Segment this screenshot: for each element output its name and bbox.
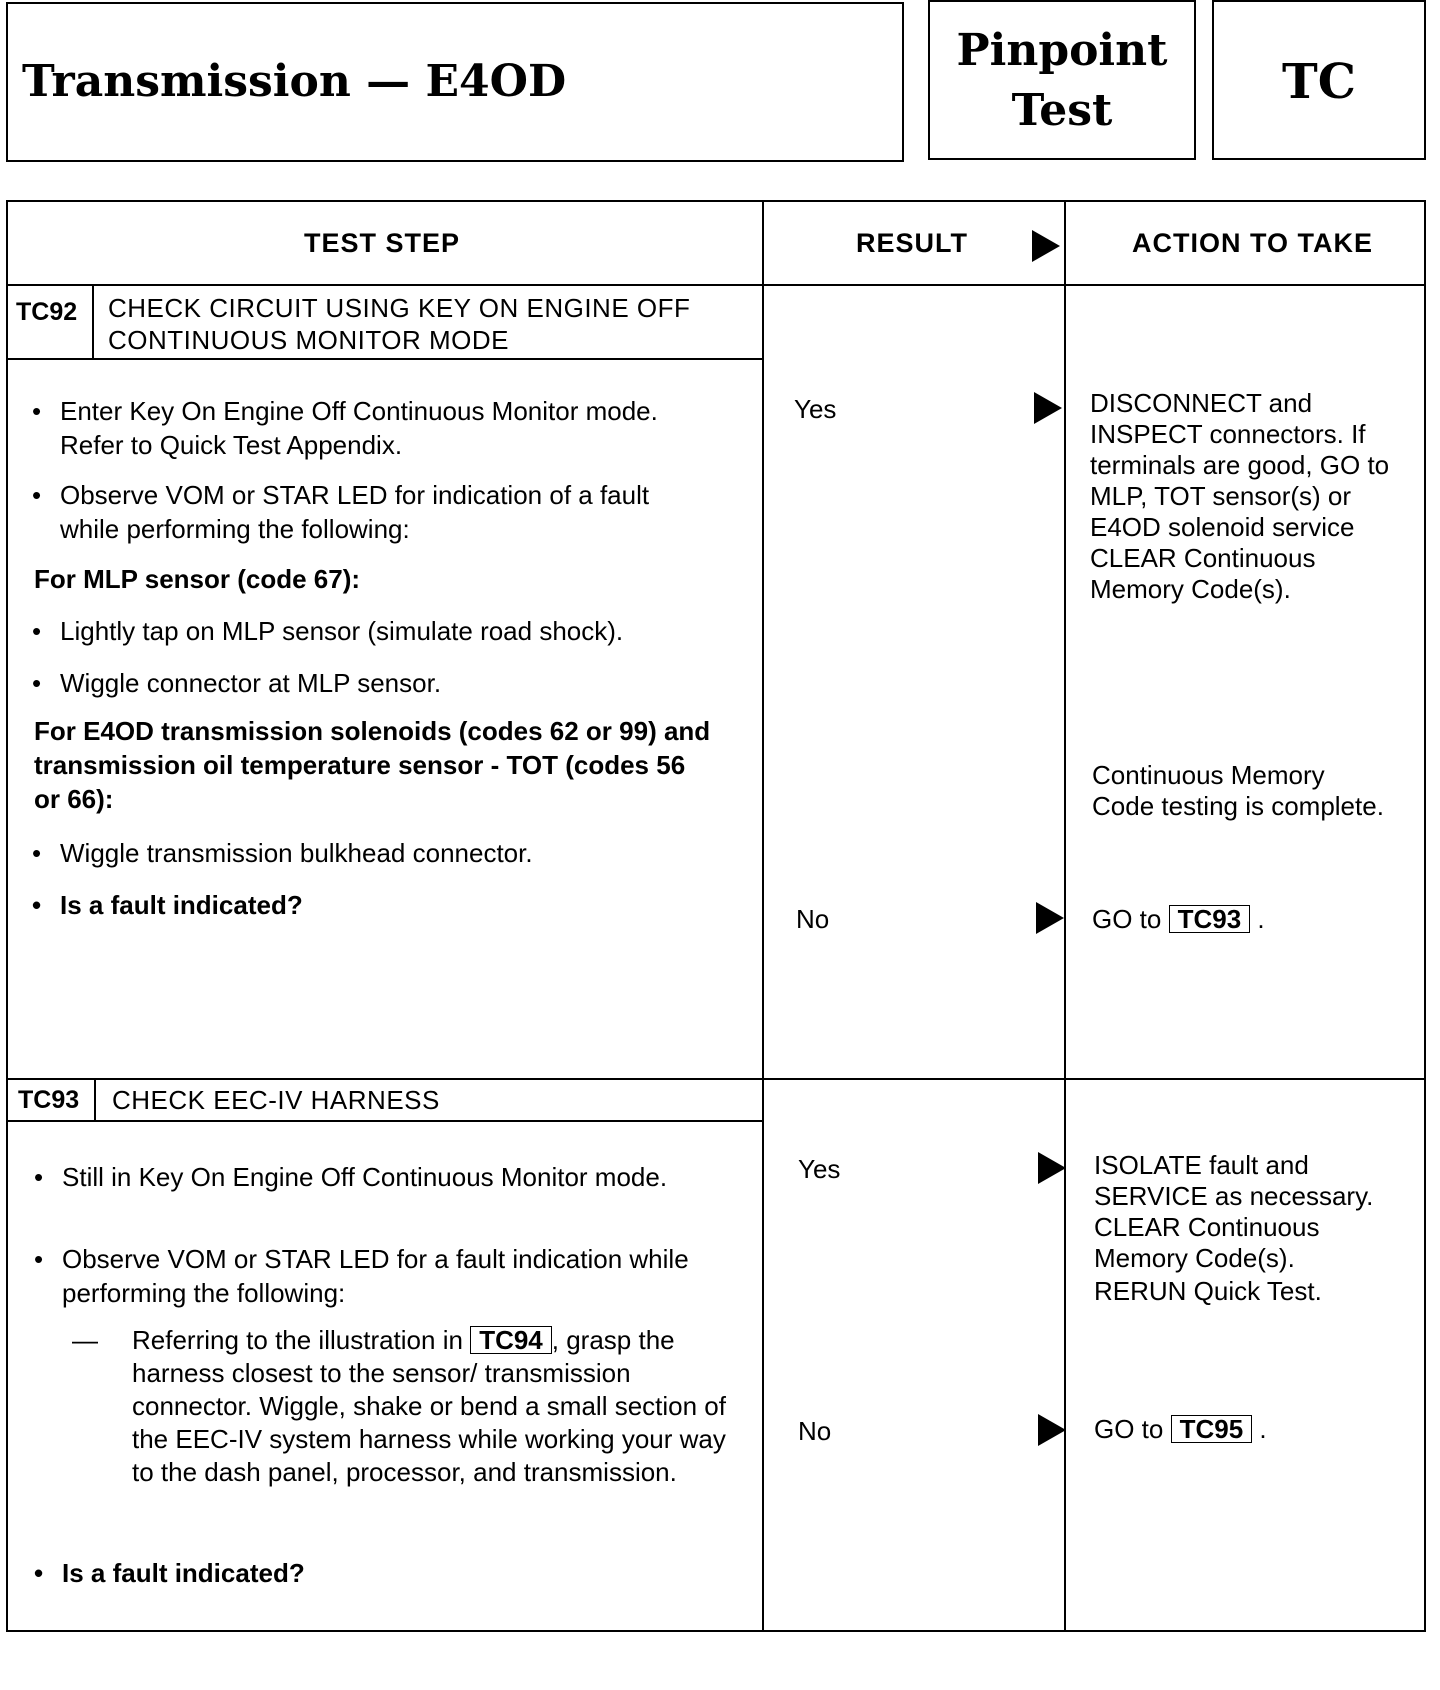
col-result: RESULT xyxy=(856,228,968,258)
tc92-yes-arrow-icon xyxy=(1034,392,1062,424)
tc93-action-no-prefix: GO to xyxy=(1094,1414,1164,1444)
tc92-bullet-1: • Enter Key On Engine Off Continuous Monitor mode. Refer to Quick Test Appendix. xyxy=(32,394,692,462)
tc92-bullet-4: • Wiggle connector at MLP sensor. xyxy=(32,666,732,700)
badge-line-2: Test xyxy=(1011,85,1113,136)
tc93-dash-item xyxy=(72,1324,754,1489)
tc93-dash-prefix: Referring to the illustration in xyxy=(132,1325,463,1355)
tc92-bullet-3: • Lightly tap on MLP sensor (simulate road shock). xyxy=(32,614,732,648)
col-test-step: TEST STEP xyxy=(304,228,461,258)
col-action: ACTION TO TAKE xyxy=(1132,228,1373,258)
page-title: Transmission — E4OD xyxy=(22,56,567,107)
tc92-action-complete: Continuous Memory Code testing is complete. xyxy=(1092,760,1384,821)
tc92-question: • Is a fault indicated? xyxy=(32,888,732,922)
tc93-bullet-2: • Observe VOM or STAR LED for a fault indication while performing the following: xyxy=(34,1242,734,1310)
tc93-result-yes: Yes xyxy=(798,1154,841,1184)
tc92-action-no xyxy=(1092,904,1392,935)
badge-line-1: Pinpoint xyxy=(956,25,1168,76)
header-row-divider xyxy=(8,284,1424,286)
result-arrow-icon xyxy=(1032,230,1060,262)
tc93-label-divider xyxy=(94,1078,96,1120)
title-box xyxy=(6,2,904,162)
tc93-title: CHECK EEC-IV HARNESS xyxy=(112,1085,440,1115)
section-code: TC xyxy=(1282,54,1356,110)
tc92-step-label: TC92 xyxy=(16,298,78,326)
tc92-e4od-heading: For E4OD transmission solenoids (codes 62 or 99) and transmission oil temperature sensor - TOT (codes 56 or 66): xyxy=(34,716,711,814)
tc93-action-no-suffix: . xyxy=(1259,1414,1267,1444)
tc92-action-yes: DISCONNECT and INSPECT connectors. If terminals are good, GO to MLP, TOT sensor(s) or E4OD solenoid service CLEAR Continuous Memory Code(s). xyxy=(1090,388,1390,604)
tc93-action-yes: ISOLATE fault and SERVICE as necessary. CLEAR Continuous Memory Code(s). xyxy=(1094,1150,1374,1273)
test-table xyxy=(6,200,1426,1632)
tc95-reference-link[interactable]: TC95 xyxy=(1171,1415,1253,1443)
tc92-result-no: No xyxy=(796,904,830,934)
tc93-dash-rest: , grasp the harness closest to the sensor/ transmission connector. Wiggle, shake or bend a small section of the EEC-IV system harness while working your way to the dash panel, processor, and transmission. xyxy=(132,1325,726,1487)
tc92-action-no-suffix: . xyxy=(1257,904,1265,934)
tc92-no-arrow-icon xyxy=(1036,902,1064,934)
row-divider xyxy=(8,1078,1424,1080)
tc93-bullet-1: • Still in Key On Engine Off Continuous Monitor mode. xyxy=(34,1160,714,1194)
tc93-header-divider xyxy=(8,1120,762,1122)
tc92-result-yes: Yes xyxy=(794,394,837,424)
tc93-question: • Is a fault indicated? xyxy=(34,1556,734,1590)
section-code-box xyxy=(1212,0,1426,160)
tc92-action-no-prefix: GO to xyxy=(1092,904,1162,934)
tc93-action-rerun: RERUN Quick Test. xyxy=(1094,1276,1322,1306)
tc92-title-line-2: CONTINUOUS MONITOR MODE xyxy=(108,325,510,355)
tc93-yes-arrow-icon xyxy=(1038,1152,1066,1184)
tc93-no-arrow-icon xyxy=(1038,1414,1066,1446)
tc93-action-no xyxy=(1094,1414,1394,1445)
tc92-header-divider xyxy=(8,358,762,360)
tc93-reference-link[interactable]: TC93 xyxy=(1169,905,1251,933)
tc93-step-label: TC93 xyxy=(18,1086,80,1114)
column-divider-1 xyxy=(762,202,764,1630)
tc92-mlp-heading: For MLP sensor (code 67): xyxy=(34,564,361,594)
tc92-label-divider xyxy=(92,284,94,358)
tc93-result-no: No xyxy=(798,1416,832,1446)
tc94-reference-link[interactable]: TC94 xyxy=(470,1326,552,1354)
tc92-title-line-1: CHECK CIRCUIT USING KEY ON ENGINE OFF xyxy=(108,293,691,323)
tc92-bullet-5: • Wiggle transmission bulkhead connector. xyxy=(32,836,732,870)
pinpoint-test-box xyxy=(928,0,1196,160)
tc92-bullet-2: • Observe VOM or STAR LED for indication of a fault while performing the following: xyxy=(32,478,712,546)
